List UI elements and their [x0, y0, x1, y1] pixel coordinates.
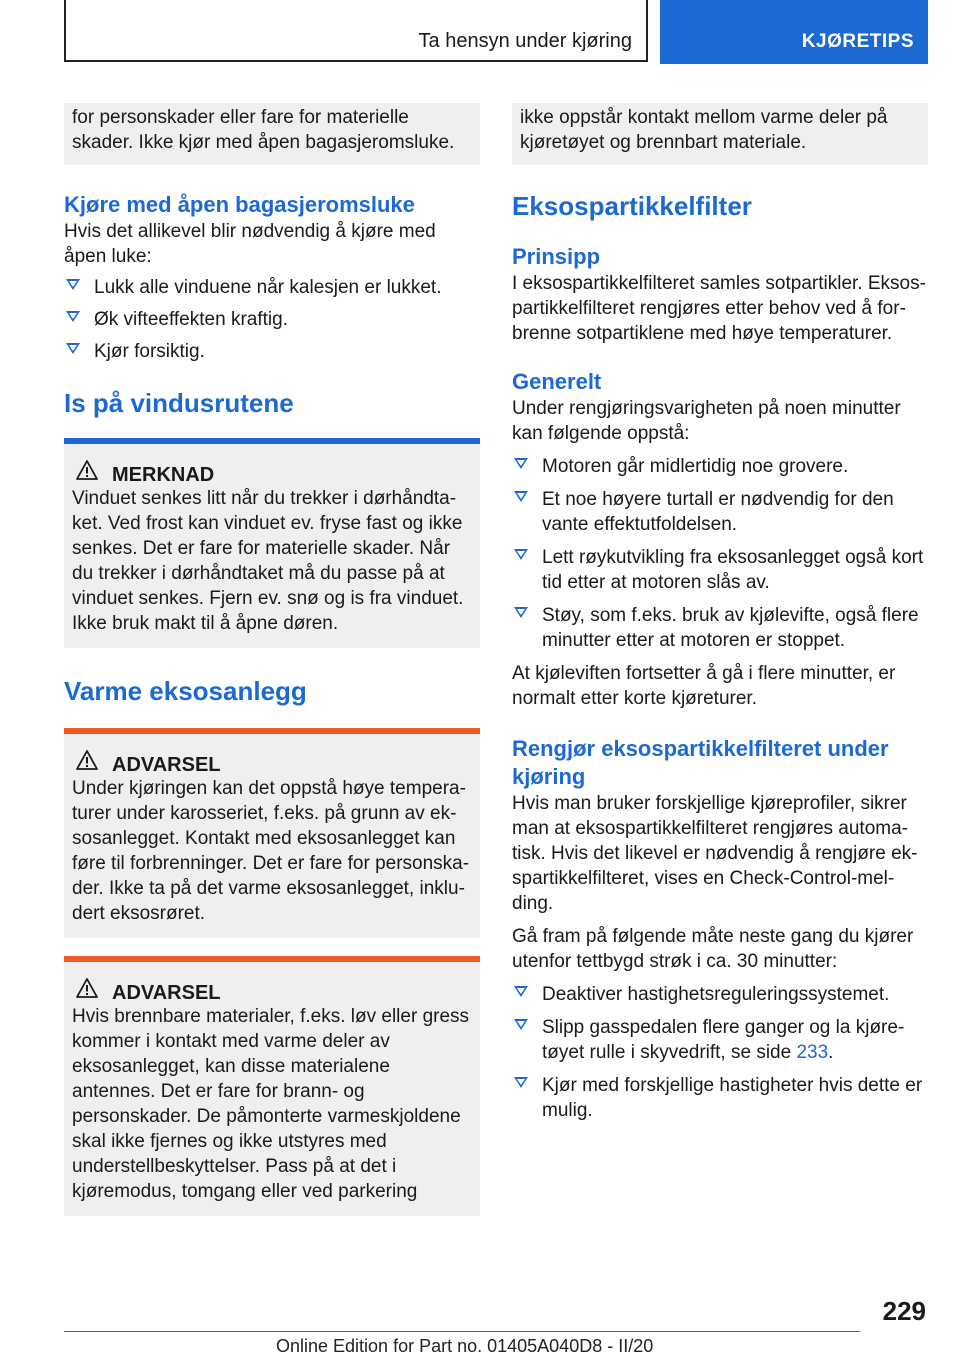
ice-heading: Is på vindusrutene: [64, 388, 294, 418]
cleaning-instruction: Gå fram på følgende måte neste gang du kjører utenfor tettbygd strøk i ca. 30 minutter:: [512, 926, 914, 972]
chapter-label: KJØRETIPS: [801, 31, 914, 52]
bullet-triangle-icon: [514, 1077, 528, 1088]
cleaning-list: [512, 982, 928, 1123]
list-item: Et noe høyere turtall er nødvendig for den vante effektutfoldelsen.: [512, 487, 928, 537]
warning-box: [64, 728, 480, 938]
open-trunk-list: [64, 275, 480, 364]
bullet-triangle-icon: [514, 549, 528, 560]
list-item: Deaktiver hastighetsreguleringssystemet.: [512, 982, 928, 1007]
section-tab: [64, 0, 648, 62]
list-item: Lukk alle vinduene når kalesjen er lukket.: [64, 275, 480, 300]
bullet-triangle-icon: [514, 607, 528, 618]
list-item: Øk vifteeffekten kraftig.: [64, 307, 480, 332]
cleaning-heading: Rengjør eksospartikkelfilteret under kjøring: [512, 736, 889, 789]
notice-text: Vinduet senkes litt når du trekker i dørhåndtaket. Ved frost kan vinduet ev. fryse fast og ikke senkes. Det er fare for materielle skader. Når du trekker i dørhåndtaket må du passe på at vinduet senkes. Fjern ev. snø og is fra vinduet. Ikke bruk makt til å åpne døren.: [72, 488, 464, 634]
general-intro: Under rengjøringsvarigheten på noen minutter kan følgende oppstå:: [512, 398, 901, 444]
general-outro: At kjøleviften fortsetter å gå i flere minutter, er normalt etter korte kjøreturer.: [512, 663, 896, 709]
bullet-triangle-icon: [514, 1019, 528, 1030]
continued-text: ikke oppstår kontakt mellom varme deler på kjøretøyet og brennbart materiale.: [520, 107, 888, 153]
page-header: [64, 0, 928, 64]
warning-triangle-icon: [76, 978, 98, 998]
footer-divider: [64, 1331, 860, 1332]
list-item: Støy, som f.eks. bruk av kjølevifte, også flere minutter etter at motoren er stoppet.: [512, 603, 928, 653]
warning-label: ADVARSEL: [112, 754, 221, 776]
general-heading: Generelt: [512, 369, 602, 394]
bullet-triangle-icon: [66, 343, 80, 354]
warning-triangle-icon: [76, 460, 98, 480]
cleaning-text: Hvis man bruker forskjellige kjøreprofiler, sikrer man at eksospartikkelfilteret rengjøres automatisk. Hvis det likevel er nødvendig å rengjøre ekspartikkelfilteret, vises en Check-Control-melding.: [512, 793, 918, 914]
principle-heading: Prinsipp: [512, 244, 601, 269]
bullet-triangle-icon: [514, 458, 528, 469]
notice-box: [64, 438, 480, 648]
list-item: Lett røykutvikling fra eksosanlegget også kort tid etter at motoren slås av.: [512, 545, 928, 595]
list-item: Motoren går midlertidig noe grovere.: [512, 454, 928, 479]
warning-box: [64, 956, 480, 1216]
filter-heading: Eksospartikkelfilter: [512, 191, 752, 221]
open-trunk-heading: Kjøre med åpen bagasjeromsluke: [64, 192, 415, 217]
warning-label: ADVARSEL: [112, 982, 221, 1004]
continued-warning-box: [64, 103, 480, 165]
left-column: [64, 103, 480, 1216]
exhaust-heading: Varme eksosanlegg: [64, 676, 307, 706]
principle-text: I eksospartikkelfilteret samles sotpartikler. Eksospartikkelfilteret rengjøres etter behov ved å forbrenne sotpartiklene med høye temperaturer.: [512, 273, 926, 344]
warning-triangle-icon: [76, 750, 98, 770]
list-item: Slipp gasspedalen flere ganger og la kjøretøyet rulle i skyvedrift, se side 233.: [512, 1015, 928, 1065]
edition-text: Online Edition for Part no. 01405A040D8 - II/20: [276, 1336, 654, 1356]
page-number: 229: [882, 1296, 926, 1326]
open-trunk-intro: Hvis det allikevel blir nødvendig å kjøre med åpen luke:: [64, 221, 436, 267]
continued-warning-box: [512, 103, 928, 165]
continued-text: for personskader eller fare for materielle skader. Ikke kjør med åpen bagasjeromsluke.: [72, 107, 455, 153]
warning-text: Hvis brennbare materialer, f.eks. løv eller gress kommer i kontakt med varme deler av eksosanlegget, kan disse materialene antennes. Det er fare for brann- og personskader. De påmonterte varmeskjoldene skal ikke fjernes og ikke utstyres med understellbeskyttelser. Pass på at det i kjøremodus, tomgang eller ved parkering: [72, 1006, 470, 1202]
chapter-tab[interactable]: [660, 0, 928, 64]
bullet-triangle-icon: [514, 986, 528, 997]
general-list: [512, 454, 928, 653]
section-label: Ta hensyn under kjøring: [418, 30, 632, 52]
warning-text: Under kjøringen kan det oppstå høye temperaturer under karosseriet, f.eks. på grunn av eksosanlegget. Kontakt med eksosanlegget kan føre til forbrenninger. Det er fare for personskader. Ikke ta på det varme eksosanlegget, inkludert eksosrøret.: [72, 778, 470, 924]
bullet-triangle-icon: [66, 279, 80, 290]
right-column: [512, 103, 928, 1123]
list-item: Kjør med forskjellige hastigheter hvis dette er mulig.: [512, 1073, 928, 1123]
page-reference-link[interactable]: 233: [796, 1042, 829, 1063]
bullet-triangle-icon: [66, 311, 80, 322]
notice-label: MERKNAD: [112, 464, 215, 486]
bullet-triangle-icon: [514, 491, 528, 502]
list-item: Kjør forsiktig.: [64, 339, 480, 364]
